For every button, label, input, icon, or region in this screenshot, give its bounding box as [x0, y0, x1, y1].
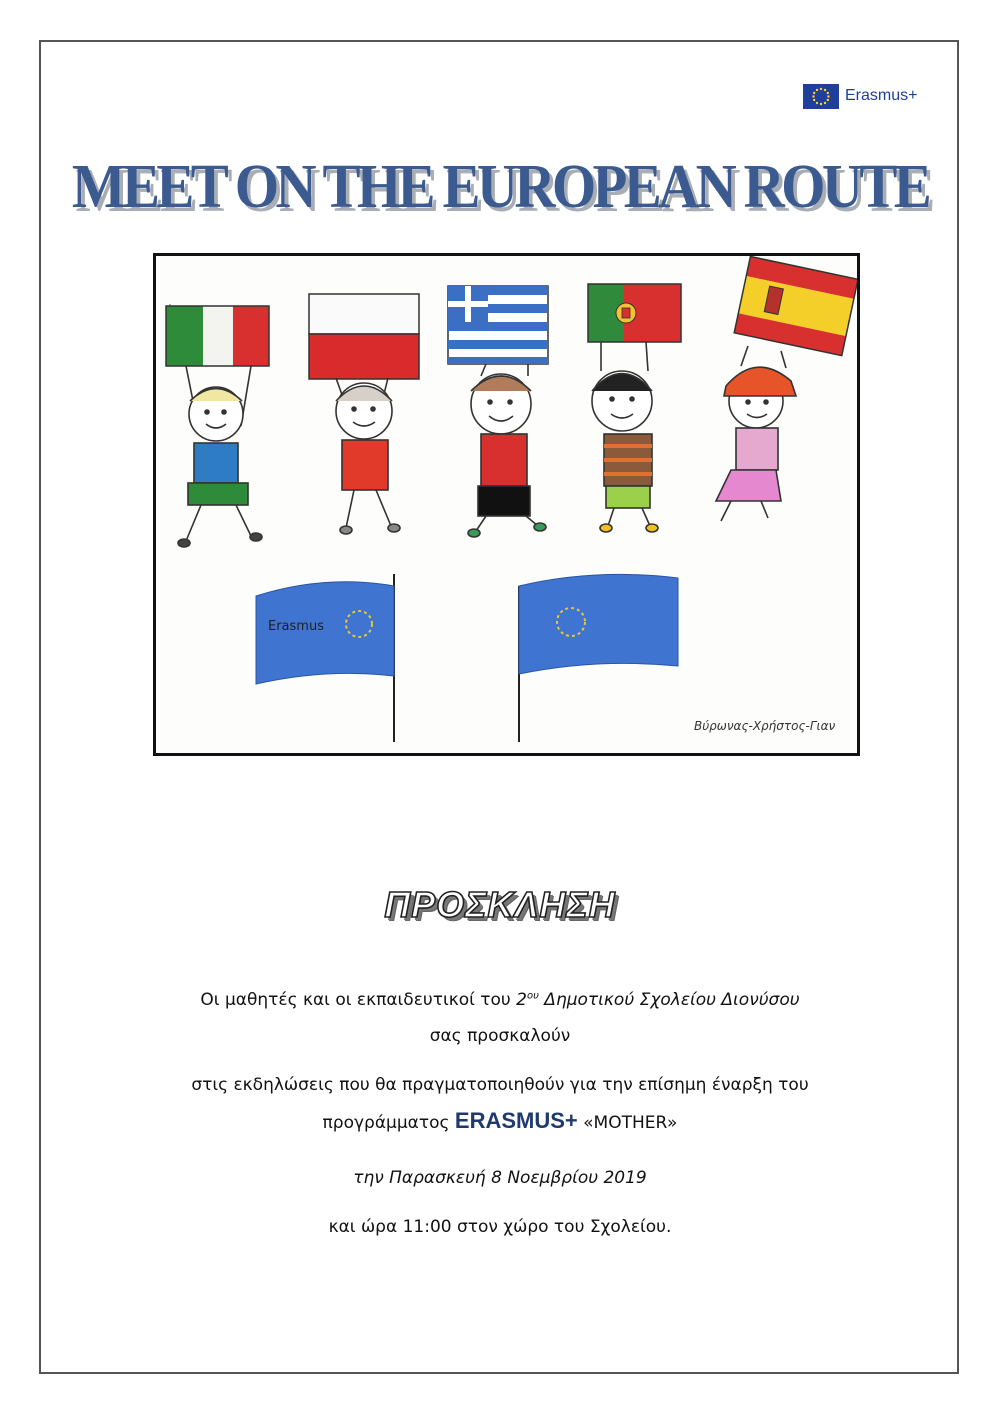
invitation-date: την Παρασκευή 8 Νοεμβρίου 2019: [353, 1168, 647, 1188]
invitation-time: και ώρα 11:00 στον χώρο του Σχολείου.: [328, 1217, 672, 1237]
portugal-flag-drawing: [588, 284, 681, 342]
eu-flag-drawing-left: [256, 574, 394, 742]
invitation-line-3: στις εκδηλώσεις που θα πραγματοποιηθούν για την επίσημη έναρξη του: [191, 1075, 809, 1095]
drawing-signature: Βύρωνας-Χρήστος-Γιαν: [694, 719, 836, 733]
invitation-line-2: σας προσκαλούν: [429, 1026, 571, 1046]
line1-school: Δημοτικού Σχολείου Διονύσου: [538, 990, 800, 1010]
line1-superscript: ου: [527, 990, 539, 1002]
invitation-heading-text: ΠΡΟΣΚΛΗΣΗ: [384, 884, 616, 925]
invitation-line-1: [0, 990, 1000, 1010]
greece-flag-drawing: [448, 286, 548, 364]
line1-number: 2: [516, 990, 527, 1010]
line4-project: «MOTHER»: [577, 1113, 678, 1133]
line1-start: Οι μαθητές και οι εκπαιδευτικοί του: [200, 990, 517, 1010]
line4-start: προγράμματος: [322, 1113, 455, 1133]
italy-flag-drawing: [166, 304, 269, 366]
invitation-heading: [0, 884, 1000, 926]
spain-flag-drawing: [734, 256, 857, 355]
erasmus-logo: [803, 83, 917, 109]
flag-text: Erasmus: [268, 619, 324, 634]
erasmus-logo-text: Erasmus+: [845, 87, 918, 104]
eu-flag-icon: [803, 84, 839, 109]
erasmus-brand: ERASMUS+: [454, 1108, 578, 1133]
eu-flag-drawing-right: [519, 574, 678, 742]
page-title: MEET ON THE EUROPEAN ROUTE: [71, 153, 929, 221]
children-drawing: [153, 253, 860, 756]
invitation-line-4: [0, 1108, 1000, 1134]
poland-flag-drawing: [309, 294, 419, 379]
